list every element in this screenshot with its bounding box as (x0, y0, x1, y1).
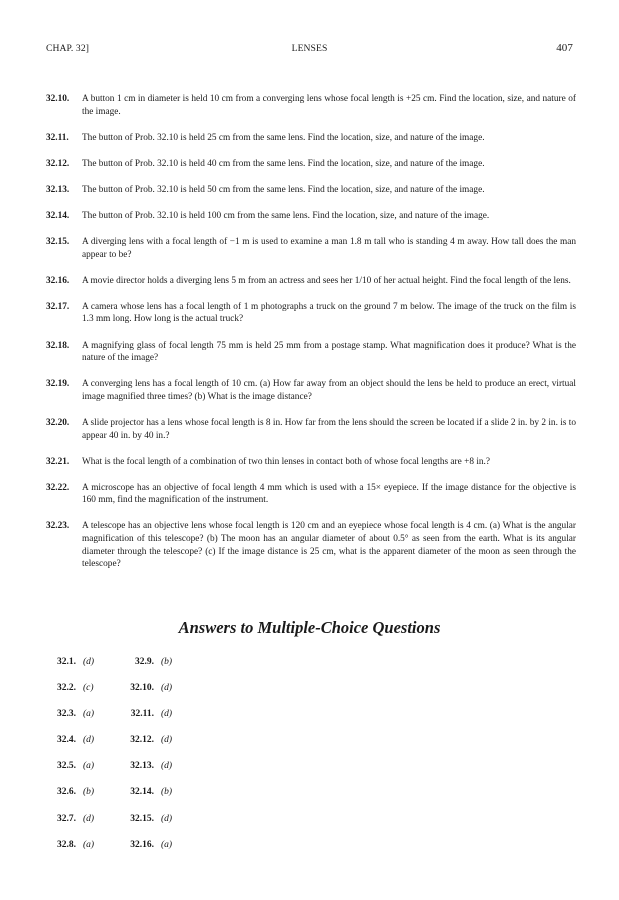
problem-item (46, 275, 576, 288)
answer-number: 32.3. (57, 709, 76, 720)
problem-list (46, 93, 576, 584)
answer-number: 32.13. (130, 761, 154, 772)
chapter-label: CHAP. 32] (46, 43, 90, 54)
problem-text: A diverging lens with a focal length of −1 m is used to examine a man 1.8 m tall who is standing 4 m away. How tall does the man appear to be? (82, 237, 576, 260)
problem-text: A magnifying glass of focal length 75 mm is held 25 mm from a postage stamp. What magnification does it produce? What is the nature of the image? (82, 340, 576, 364)
answer-choice: (d) (83, 657, 95, 667)
problem-item (46, 482, 576, 507)
problem-text: A microscope has an objective of focal length 4 mm which is used with a 15× eyepiece. If the image distance for the objective is 160 mm, find the magnification of the instrument. (82, 482, 576, 506)
problem-item (46, 378, 576, 403)
problem-text: The button of Prob. 32.10 is held 100 cm from the same lens. Find the location, size, and nature of the image. (82, 210, 490, 221)
problem-item (46, 158, 576, 171)
answer-number: 32.11. (130, 709, 154, 720)
problem-item (46, 93, 576, 118)
problem-number: 32.15. (46, 237, 70, 248)
answer-number: 32.9. (135, 657, 154, 667)
problem-number: 32.19. (46, 379, 70, 390)
answer-choice: (a) (83, 839, 95, 850)
answer-number: 32.6. (57, 787, 76, 798)
problem-text: A camera whose lens has a focal length of 1 m photographs a truck on the ground 7 m below. The image of the truck on the film is 1.3 mm long. How long is the actual truck? (82, 301, 576, 325)
problem-item (46, 520, 576, 570)
running-header (46, 43, 573, 57)
problem-number: 32.16. (46, 275, 70, 286)
problem-text: A telescope has an objective lens whose focal length is 120 cm and an eyepiece whose focal length is 4 cm. (a) What is the angular magnification of this telescope? (b) The moon has an angular diameter of about 0.5° as seen from the earth. What is its angular diameter through the telescope? (c) If the image distance is 25 cm, what is the apparent diameter of the moon as seen through the telescope? (82, 521, 576, 570)
problem-number: 32.17. (46, 301, 70, 312)
answer-choice: (b) (161, 787, 173, 798)
problem-text: The button of Prob. 32.10 is held 25 cm from the same lens. Find the location, size, and nature of the image. (82, 132, 485, 143)
answer-number: 32.8. (57, 839, 76, 850)
problem-item (46, 184, 576, 197)
problem-item (46, 340, 576, 365)
problem-number: 32.20. (46, 417, 70, 428)
answer-choice: (c) (83, 683, 94, 694)
answer-choice: (d) (83, 813, 95, 824)
problem-text: The button of Prob. 32.10 is held 50 cm from the same lens. Find the location, size, and nature of the image. (82, 184, 485, 195)
problem-text: A slide projector has a lens whose focal length is 8 in. How far from the lens should the screen be located if a slide 2 in. by 2 in. is to appear 40 in. by 40 in.? (82, 417, 576, 441)
problem-number: 32.18. (46, 340, 70, 351)
problem-number: 32.13. (46, 184, 70, 195)
problem-item (46, 132, 576, 145)
problem-text: A movie director holds a diverging lens 5 m from an actress and sees her 1/10 of her actual height. Find the focal length of the lens. (82, 275, 571, 286)
problem-number: 32.22. (46, 482, 70, 493)
answer-choice: (b) (161, 657, 173, 667)
answer-number: 32.2. (57, 683, 76, 694)
problem-number: 32.14. (46, 210, 70, 221)
problem-item (46, 417, 576, 442)
answer-number: 32.7. (57, 813, 76, 824)
problem-number: 32.21. (46, 456, 70, 467)
problem-number: 32.11. (46, 132, 69, 143)
chapter-title: LENSES (291, 43, 328, 54)
answer-number: 32.10. (130, 683, 154, 694)
answer-choice: (d) (161, 735, 173, 746)
answer-number: 32.14. (130, 787, 154, 798)
problem-number: 32.23. (46, 521, 70, 532)
answer-number: 32.15. (130, 813, 154, 824)
answers-heading: Answers to Multiple-Choice Questions (178, 618, 441, 637)
answer-choice: (d) (161, 683, 173, 694)
answer-choice: (d) (161, 813, 173, 824)
answer-number: 32.12. (130, 735, 154, 746)
problem-number: 32.10. (46, 94, 70, 104)
problem-item (46, 236, 576, 261)
problem-item (46, 210, 576, 223)
answer-number: 32.4. (57, 735, 76, 746)
answer-choice: (d) (83, 735, 95, 746)
answer-choice: (d) (161, 761, 173, 772)
answer-number: 32.16. (130, 839, 154, 850)
problem-item (46, 301, 576, 326)
problem-text: A button 1 cm in diameter is held 10 cm from a converging lens whose focal length is +25 cm. Find the location, size, and nature of the image. (82, 94, 576, 117)
problem-number: 32.12. (46, 158, 70, 169)
problem-text: The button of Prob. 32.10 is held 40 cm from the same lens. Find the location, size, and nature of the image. (82, 158, 485, 169)
answer-choice: (d) (161, 709, 173, 720)
page-number: 407 (556, 42, 573, 54)
problem-text: A converging lens has a focal length of 10 cm. (a) How far away from an object should the lens be held to produce an erect, virtual image magnified three times? (b) What is the image distance? (82, 379, 576, 402)
answer-choice: (a) (83, 761, 95, 772)
answer-choice: (b) (83, 787, 95, 798)
problem-text: What is the focal length of a combination of two thin lenses in contact both of whose focal lengths are +8 in.? (82, 456, 490, 467)
answer-number: 32.5. (57, 761, 76, 772)
answer-number: 32.1. (57, 657, 76, 667)
answer-choice: (a) (83, 709, 95, 720)
answer-choice: (a) (161, 839, 173, 850)
problem-item (46, 456, 576, 469)
